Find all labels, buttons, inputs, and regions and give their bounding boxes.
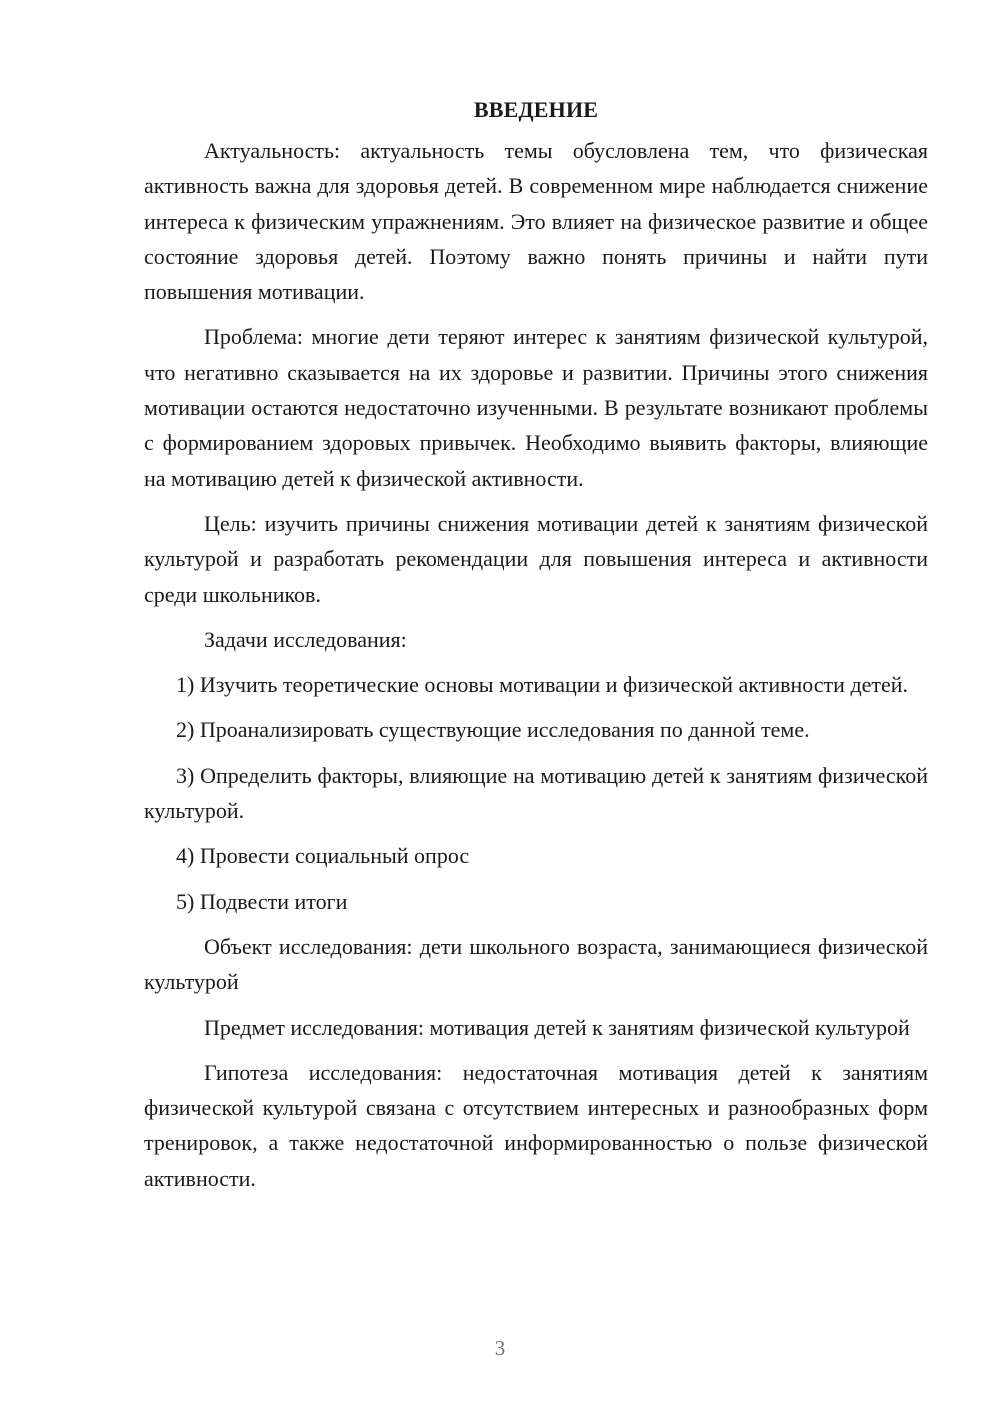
paragraph-object: Объект исследования: дети школьного возраста, занимающиеся физической культурой (144, 933, 928, 995)
paragraph-tasks-heading: Задачи исследования: (204, 626, 407, 652)
task-item-2: 2) Проанализировать существующие исследования по данной теме. (176, 717, 810, 743)
task-item-5: 5) Подвести итоги (176, 888, 348, 914)
page-number: 3 (494, 1336, 506, 1360)
paragraph-subject: Предмет исследования: мотивация детей к занятиям физической культурой (204, 1014, 910, 1040)
section-title: ВВЕДЕНИЕ (473, 97, 599, 122)
paragraph-problem: Проблема: многие дети теряют интерес к занятиям физической культурой, что негативно сказывается на их здоровье и развитии. Причины этого снижения мотивации остаются недостаточно изученными. В результате возникают проблемы с формированием здоровых привычек. Необходимо выявить факторы, влияющие на мотивацию детей к физической активности. (144, 324, 928, 491)
paragraph-relevance: Актуальность: актуальность темы обусловлена тем, что физическая активность важна для здоровья детей. В современном мире наблюдается снижение интереса к физическим упражнениям. Это влияет на физическое развитие и общее состояние здоровья детей. Поэтому важно понять причины и найти пути повышения мотивации. (144, 138, 928, 305)
paragraph-goal: Цель: изучить причины снижения мотивации детей к занятиям физической культурой и разработать рекомендации для повышения интереса и активности среди школьников. (144, 510, 928, 607)
task-item-3: 3) Определить факторы, влияющие на мотивацию детей к занятиям физической культурой. (144, 762, 928, 824)
paragraph-hypothesis: Гипотеза исследования: недостаточная мотивация детей к занятиям физической культурой связана с отсутствием интересных и разнообразных форм тренировок, а также недостаточной информированностью о пользе физической активности. (144, 1059, 928, 1191)
page-content (144, 92, 928, 1206)
task-item-4: 4) Провести социальный опрос (176, 843, 470, 869)
task-item-1: 1) Изучить теоретические основы мотивации и физической активности детей. (176, 672, 909, 698)
